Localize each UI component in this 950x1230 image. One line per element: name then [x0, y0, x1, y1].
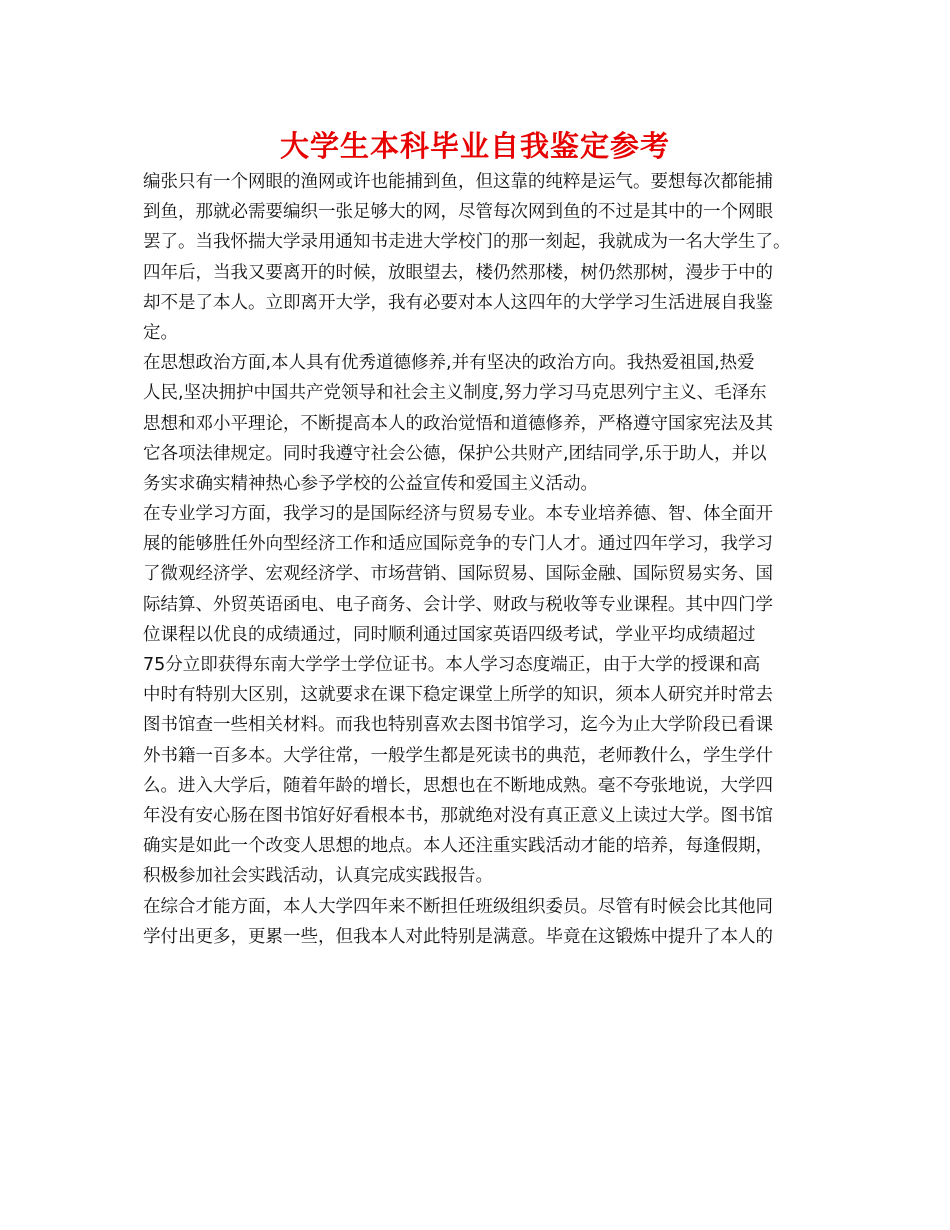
text-line: 到鱼，那就必需要编织一张足够大的网，尽管每次网到鱼的不过是其中的一个网眼 — [143, 202, 773, 223]
text-line: 际结算、外贸英语函电、电子商务、会计学、财政与税收等专业课程。其中四门学 — [143, 594, 773, 615]
document-body — [143, 167, 833, 952]
text-line: 罢了。当我怀揣大学录用通知书走进大学校门的那一刻起，我就成为一名大学生了。 — [143, 232, 791, 253]
text-line: 在综合才能方面，本人大学四年来不断担任班级组织委员。尽管有时候会比其他同 — [143, 896, 773, 917]
text-line: 75分立即获得东南大学学士学位证书。本人学习态度端正，由于大学的授课和高 — [143, 655, 761, 675]
text-line: 确实是如此一个改变人思想的地点。本人还注重实践活动才能的培养，每逢假期， — [143, 836, 773, 857]
text-line: 么。进入大学后，随着年龄的增长，思想也在不断地成熟。毫不夸张地说，大学四 — [143, 775, 773, 796]
text-line: 了微观经济学、宏观经济学、市场营销、国际贸易、国际金融、国际贸易实务、国 — [143, 564, 773, 585]
text-line: 外书籍一百多本。大学往常，一般学生都是死读书的典范，老师教什么，学生学什 — [143, 745, 773, 766]
text-line: 在专业学习方面，我学习的是国际经济与贸易专业。本专业培养德、智、体全面开 — [143, 504, 773, 525]
text-line: 在思想政治方面,本人具有优秀道德修养,并有坚决的政治方向。我热爱祖国,热爱 — [143, 353, 755, 374]
text-line: 图书馆查一些相关材料。而我也特别喜欢去图书馆学习，迄今为止大学阶段已看课 — [143, 715, 773, 736]
text-line: 中时有特别大区别，这就要求在课下稳定课堂上所学的知识，须本人研究并时常去 — [143, 685, 773, 706]
text-line: 思想和邓小平理论，不断提高本人的政治觉悟和道德修养，严格遵守国家宪法及其 — [143, 413, 773, 434]
text-line: 编张只有一个网眼的渔网或许也能捕到鱼，但这靠的纯粹是运气。要想每次都能捕 — [143, 172, 773, 192]
text-line: 却不是了本人。立即离开大学，我有必要对本人这四年的大学学习生活进展自我鉴 — [143, 292, 773, 313]
text-line: 年没有安心肠在图书馆好好看根本书，那就绝对没有真正意义上读过大学。图书馆 — [143, 805, 773, 826]
text-line: 务实求确实精神热心参予学校的公益宣传和爱国主义活动。 — [143, 473, 598, 494]
text-line: 学付出更多，更累一些，但我本人对此特别是满意。毕竟在这锻炼中提升了本人的 — [143, 926, 773, 947]
text-line: 展的能够胜任外向型经济工作和适应国际竞争的专门人才。通过四年学习，我学习 — [143, 534, 773, 555]
text-line: 积极参加社会实践活动，认真完成实践报告。 — [143, 866, 493, 887]
text-line: 它各项法律规定。同时我遵守社会公德，保护公共财产,团结同学,乐于助人，并以 — [143, 443, 767, 464]
page-title: 大学生本科毕业自我鉴定参考 — [279, 129, 670, 163]
text-line: 定。 — [143, 322, 178, 343]
text-line: 位课程以优良的成绩通过，同时顺利通过国家英语四级考试，学业平均成绩超过 — [143, 624, 756, 645]
text-line: 四年后，当我又要离开的时候，放眼望去，楼仍然那楼，树仍然那树，漫步于中的 — [143, 262, 773, 283]
text-line: 人民,坚决拥护中国共产党领导和社会主义制度,努力学习马克思列宁主义、毛泽东 — [143, 383, 767, 404]
